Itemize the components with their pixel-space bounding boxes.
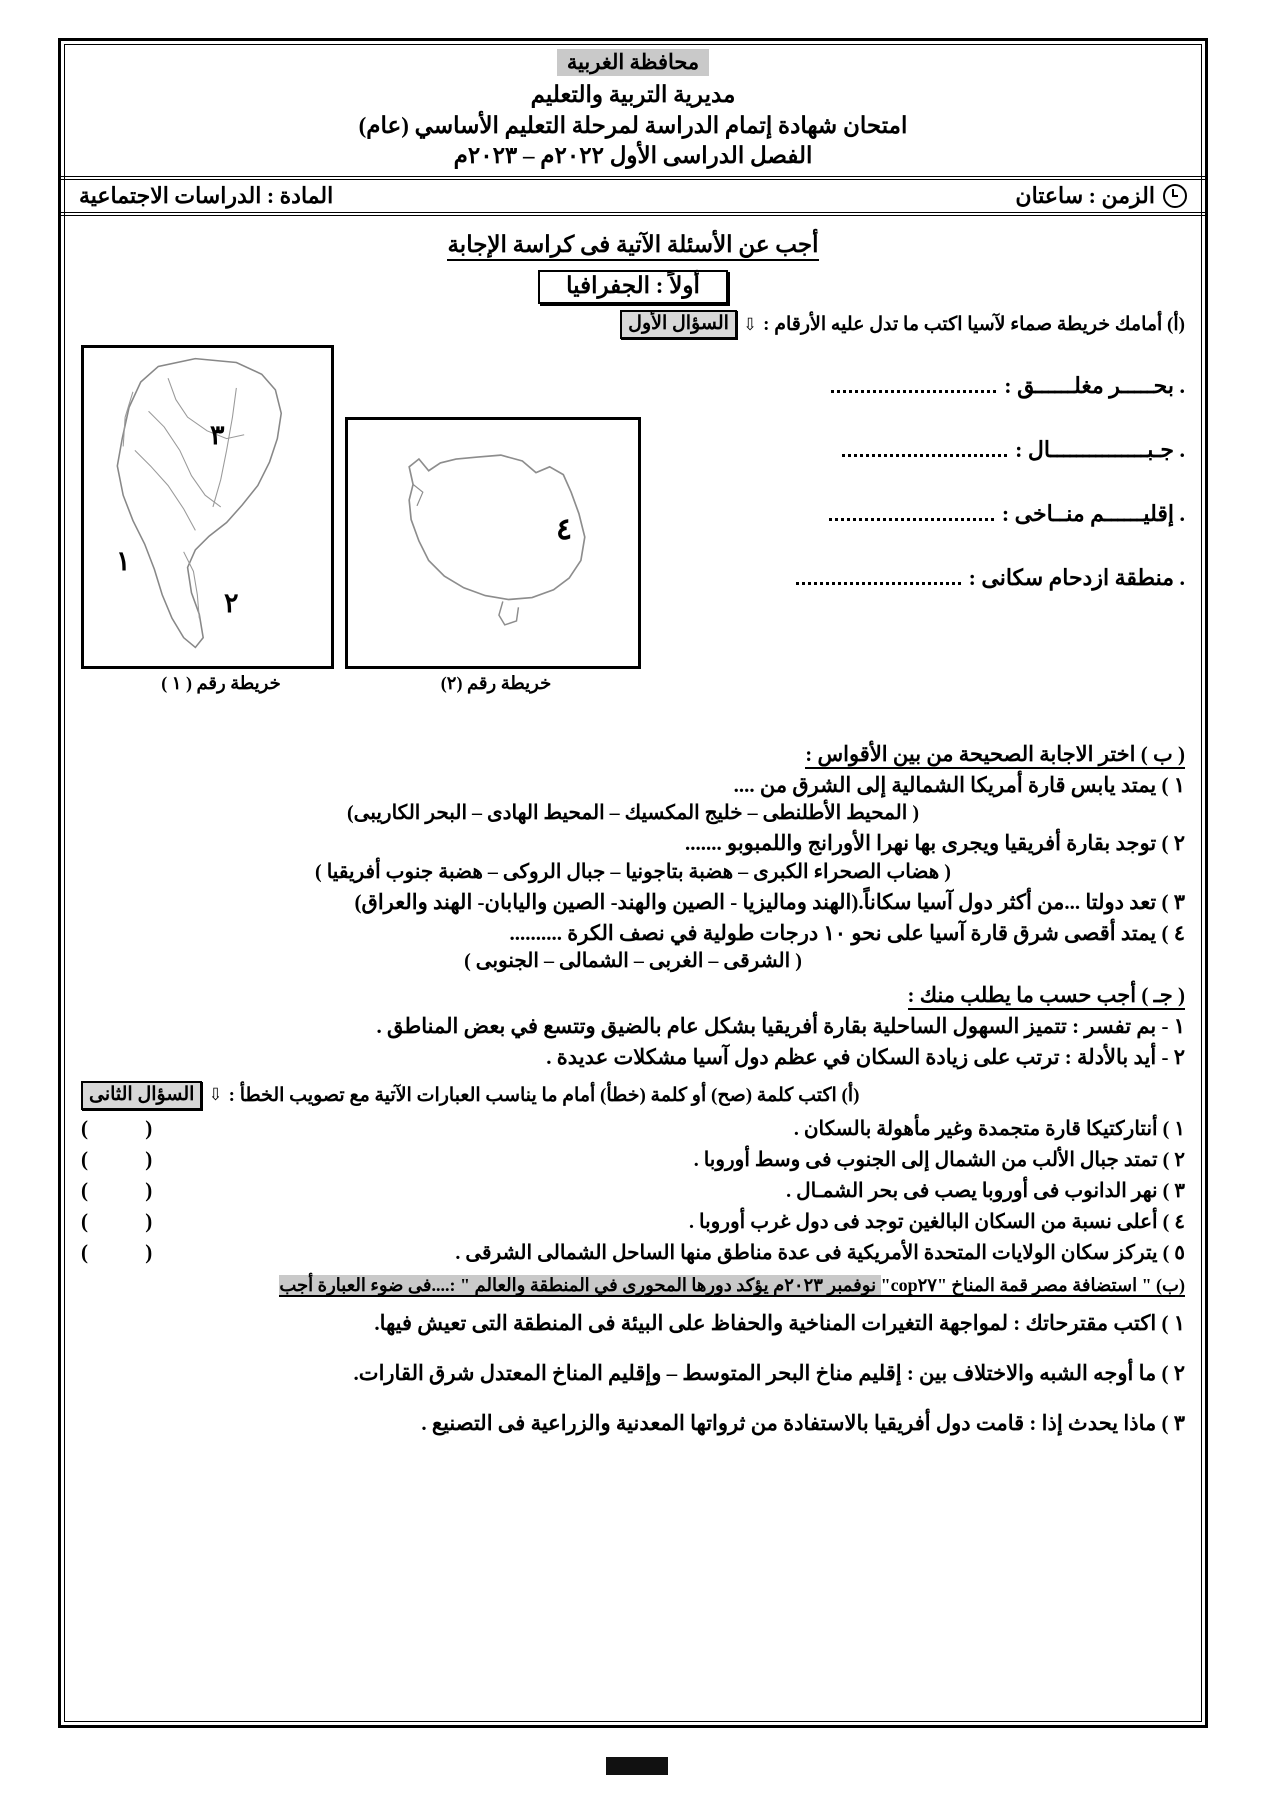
tf-statement-4: ٤ ) أعلى نسبة من السكان البالغين توجد فى دول غرب أوروبا . — [689, 1210, 1185, 1233]
blank-row — [610, 437, 1185, 463]
tf-statement-5: ٥ ) يتركز سكان الولايات المتحدة الأمريكية فى عدة مناطق منها الساحل الشمالى الشرقى . — [455, 1241, 1185, 1264]
question2-header — [81, 1081, 1185, 1110]
south-america-outline — [90, 348, 331, 660]
subject-time-row — [61, 180, 1205, 216]
exam-time: الزمن : ساعتان — [1015, 183, 1155, 208]
blank-label-1: . بحـــــر مغلــــــق : — [1004, 373, 1185, 398]
question2-prompt: (أ) اكتب كلمة (صح) أو كلمة (خطأ) أمام ما يناسب العبارات الآتية مع تصويب الخطأ : — [228, 1084, 860, 1106]
cop27-item-3: ٣ ) ماذا يحدث إذا : قامت دول أفريقيا بالاستفادة من ثرواتها المعدنية والزراعية فى التصنيع . — [421, 1411, 1185, 1435]
directorate-title: مديرية التربية والتعليم — [530, 82, 736, 107]
exam-subject: المادة : الدراسات الاجتماعية — [79, 183, 334, 208]
tf-statement-3: ٣ ) نهر الدانوب فى أوروبا يصب فى بحر الشمـال . — [786, 1179, 1185, 1202]
tf-row — [81, 1178, 1185, 1203]
exam-body — [61, 216, 1205, 1436]
mcq-item-4-stem: ٤ ) يمتد أقصى شرق قارة آسيا على نحو ١٠ درجات طولية في نصف الكرة .......... — [509, 920, 1185, 945]
question1-header — [81, 310, 1185, 339]
cop27-lead-part1: (ب) " استضافة مصر قمة المناخ " — [936, 1274, 1185, 1295]
tf-row — [81, 1240, 1185, 1265]
question1-prompt: (أ) أمامك خريطة صماء لآسيا اكتب ما تدل عليه الأرقام : — [763, 314, 1185, 335]
map-image-2 — [345, 417, 641, 669]
mcq-item-3-stem[interactable]: ٣ ) تعد دولتا ...من أكثر دول آسيا سكاناً.(الهند وماليزيا - الصين والهند- الصين واليابان- الهند والعراق) — [354, 889, 1185, 914]
tf-answer-3[interactable]: ( ) — [81, 1177, 179, 1202]
mcq-item-2-stem: ٢ ) توجد بقارة أفريقيا ويجرى بها نهرا الأورانج واللمبوبو ....... — [684, 831, 1185, 856]
answer-instruction: أجب عن الأسئلة الآتية فى كراسة الإجابة — [81, 232, 1185, 258]
cop27-code: cop٢٧" — [880, 1274, 937, 1295]
section-first-wrap — [81, 270, 1185, 304]
mcq-item-1-choices[interactable]: ( المحيط الأطلنطى – خليج المكسيك – المحيط الهادى – البحر الكاريبى) — [346, 802, 919, 825]
map1-label-3: ٣ — [210, 420, 225, 450]
map1-label-1: ١ — [116, 546, 131, 576]
partC-item-2: ٢ - أيد بالأدلة : ترتب على زيادة السكان في عظم دول آسيا مشكلات عديدة . — [546, 1045, 1185, 1070]
blank-label-2: . جـبـــــــــــــــال : — [1015, 437, 1185, 462]
tf-answer-5[interactable]: ( ) — [81, 1239, 179, 1264]
blank-row — [610, 373, 1185, 399]
exam-term: الفصل الدراسى الأول ٢٠٢٢م – ٢٠٢٣م — [453, 143, 813, 168]
maps-and-blanks — [81, 343, 1185, 738]
mcq-item-4-choices[interactable]: ( الشرقى – الغربى – الشمالى – الجنوبى ) — [464, 950, 802, 972]
tf-answer-4[interactable]: ( ) — [81, 1208, 179, 1233]
down-arrow-icon: ⇩ — [208, 1085, 223, 1104]
mcq-item-2-choices[interactable]: ( هضاب الصحراء الكبرى – هضبة بتاجونيا – جبال الروكى – هضبة جنوب أفريقيا ) — [315, 860, 951, 883]
blank-label-3: . إقليــــــم منــاخى : — [1001, 501, 1185, 526]
map1-label-2: ٢ — [224, 588, 239, 618]
map2-label-4: ٤ — [556, 513, 573, 546]
blank-input-3[interactable] — [829, 504, 994, 521]
australia-outline — [354, 420, 638, 660]
exam-title: امتحان شهادة إتمام الدراسة لمرحلة التعليم الأساسي (عام) — [358, 113, 908, 138]
question1-blank-list — [610, 373, 1185, 629]
blank-label-4: . منطقة ازدحام سكانى : — [968, 565, 1185, 590]
cop27-item-2: ٢ ) ما أوجه الشبه والاختلاف بين : إقليم مناخ البحر المتوسط – وإقليم المناخ المعتدل شرق القارات. — [353, 1360, 1185, 1385]
partB-heading: ( ب ) اختر الاجابة الصحيحة من بين الأقواس : — [81, 742, 1185, 767]
partC-heading: ( جـ ) أجب حسب ما يطلب منك : — [81, 983, 1185, 1008]
mcq-item-1-stem: ١ ) يمتد يابس قارة أمريكا الشمالية إلى الشرق من .... — [733, 773, 1185, 797]
blank-input-2[interactable] — [842, 440, 1007, 457]
blank-row — [610, 501, 1185, 527]
blank-row — [610, 565, 1185, 591]
blank-input-1[interactable] — [831, 376, 996, 393]
clock-icon — [1163, 184, 1187, 208]
tf-row — [81, 1116, 1185, 1141]
tf-statement-1: ١ ) أنتاركتيكا قارة متجمدة وغير مأهولة بالسكان . — [793, 1117, 1185, 1140]
question1-tag: السؤال الأول — [620, 310, 737, 339]
exam-header — [61, 41, 1205, 180]
question2-tag: السؤال الثانى — [81, 1081, 202, 1110]
tf-answer-1[interactable]: ( ) — [81, 1115, 179, 1140]
map1-caption: خريطة رقم ( ١ ) — [161, 673, 281, 693]
tf-row — [81, 1209, 1185, 1234]
down-arrow-icon: ⇩ — [742, 314, 758, 334]
tf-answer-2[interactable]: ( ) — [81, 1146, 179, 1171]
map2-caption: خريطة رقم (٢) — [440, 673, 552, 693]
tf-statement-2: ٢ ) تمتد جبال الألب من الشمال إلى الجنوب فى وسط أوروبا . — [693, 1148, 1185, 1171]
map-image-1 — [81, 345, 334, 669]
section-first-geography: أولاً : الجفرافيا — [538, 270, 728, 304]
cop27-lead-line — [81, 1275, 1185, 1296]
cop27-lead-part2: نوفمبر ٢٠٢٣م يؤكد دورها المحورى في المنطقة والعالم " :....فى ضوء العبارة أجب — [279, 1274, 881, 1295]
cop27-item-1: ١ ) اكتب مقترحاتك : لمواجهة التغيرات المناخية والحفاظ على البيئة فى المنطقة التى تعيش فيها. — [374, 1310, 1185, 1335]
governorate-badge: محافظة الغربية — [557, 49, 709, 76]
time-group — [1015, 183, 1187, 209]
exam-page — [58, 38, 1208, 1728]
tf-row — [81, 1147, 1185, 1172]
partC-item-1: ١ - بم تفسر : تتميز السهول الساحلية بقارة أفريقيا بشكل عام بالضيق وتتسع في بعض المناطق . — [376, 1014, 1185, 1038]
blank-input-4[interactable] — [796, 568, 961, 585]
page-bottom-mark — [606, 1757, 668, 1775]
